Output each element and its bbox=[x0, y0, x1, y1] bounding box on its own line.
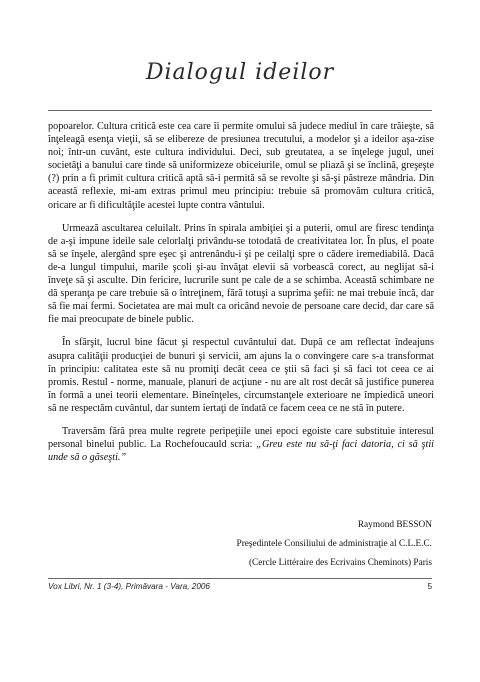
footer-divider bbox=[48, 578, 432, 579]
author-role: Preşedintele Consiliului de administraţie al C.L.E.C. bbox=[236, 539, 432, 549]
header-divider bbox=[48, 110, 432, 111]
rochefoucauld-quote: „Greu este nu să-ţi faci datoria, ci să ştii unde să o găseşti.” bbox=[48, 439, 434, 464]
paragraph-2: Urmează ascultarea celuilalt. Prins în spirala ambiţiei şi a puterii, omul are firesc tendinţa de a-şi impune ideile sale celorlalţi privându-se totodată de creativitatea lor. În plus, el poate să se înşele, alergând spre eşec şi antrenându-i şi pe ceilalţi spre o cădere iremediabilă. Dacă de-a lungul timpului, marile şcoli şi-au învăţat elevii să vorbească corect, au neglijat să-i înveţe să şi asculte. Din fericire, lucrurile sunt pe cale de a se schimba. Această schimbare ne dă speranţa pe care trebuie să o întreţinem, fără totuşi a suprima şefii: ne mai trebuie încă, dar să fie mai fermi. Societatea are mai mult ca oricând nevoie de persoane care decid, dar care să fie mai preocupate de binele public. bbox=[48, 222, 434, 326]
paragraph-3: În sfârşit, lucrul bine făcut şi respectul cuvântului dat. După ce am reflectat îndeajuns asupra calităţii producţiei de bunuri şi servicii, am ajuns la o convingere care s-a transformat în principiu: calitatea este să nu promiţi decât ceea ce ştii să faci şi să faci tot ceea ce ai promis. Restul - norme, manuale, planuri de acţiune - nu are alt rost decât să justifice punerea în formă a unei teorii elementare. Bineînţeles, circumstanţele exterioare ne împiedică uneori să ne respectăm cuvântul, dar suntem iertaţi de îndată ce facem ceea ce ne stă în putere. bbox=[48, 337, 434, 414]
author-name: Raymond BESSON bbox=[357, 520, 432, 530]
paragraph-4 bbox=[48, 425, 434, 464]
section-title: Dialogul ideilor bbox=[145, 60, 335, 85]
article-body bbox=[48, 120, 434, 474]
author-organization: (Cercle Littéraire des Ecrivains Cheminots) Paris bbox=[248, 558, 432, 568]
paragraph-4-text: Traversăm fără prea multe regrete peripeţiile unei epoci egoiste care substituie interesul personal binelui public. La Rochefoucauld scria: bbox=[48, 425, 434, 451]
author-signature bbox=[112, 516, 432, 573]
publication-info: Vox Libri, Nr. 1 (3-4), Primăvara - Vara, 2006 bbox=[48, 582, 210, 591]
paragraph-1: popoarelor. Cultura critică este cea care îi permite omului să judece mediul în care trăieşte, să înţeleagă esenţa vieţii, să se elibereze de presiunea trecutului, a modelor şi a ideilor aşa-zise noi; într-un cuvânt, este cultura individului. Deci, sub greutatea, a se înţelege jugul, unei societăţi a banului care tinde să uniformizeze obiceiurile, omul se pliază şi se înclină, greşeşte (?) prin a fi primit cultura critică aptă să-i permită să se revolte şi să-şi păstreze mândria. Din această reflexie, mi-am extras primul meu principiu: trebuie să promovăm cultura critică, oricare ar fi dificultăţile acestei lupte contra vântului. bbox=[48, 121, 434, 211]
page-number: 5 bbox=[427, 582, 432, 591]
